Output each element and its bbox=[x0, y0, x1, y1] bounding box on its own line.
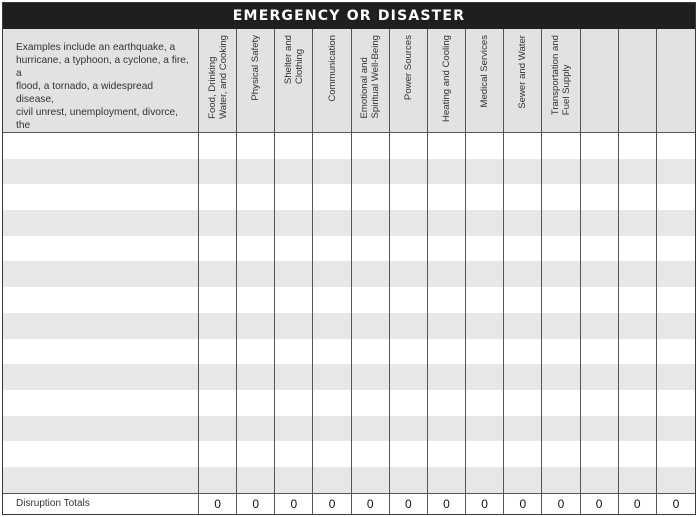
disruption-total-7: 0 bbox=[428, 493, 466, 514]
table-cell[interactable] bbox=[352, 261, 390, 287]
table-cell[interactable] bbox=[466, 339, 504, 365]
column-header-12 bbox=[619, 29, 657, 133]
table-cell[interactable] bbox=[428, 133, 466, 159]
table-cell[interactable] bbox=[428, 287, 466, 313]
column-header-5 bbox=[352, 29, 390, 133]
column-header-label: Food, Drinking Water, and Cooking bbox=[206, 35, 229, 119]
table-cell[interactable] bbox=[619, 390, 657, 416]
table-cell[interactable] bbox=[390, 159, 428, 185]
table-cell[interactable] bbox=[275, 339, 313, 365]
table-cell[interactable] bbox=[619, 236, 657, 262]
table-cell[interactable] bbox=[352, 339, 390, 365]
table-cell[interactable] bbox=[313, 441, 351, 467]
table-cell[interactable] bbox=[657, 339, 695, 365]
table-cell[interactable] bbox=[313, 313, 351, 339]
table-cell[interactable] bbox=[581, 416, 619, 442]
disruption-total-2: 0 bbox=[237, 493, 275, 514]
table-cell[interactable] bbox=[657, 441, 695, 467]
table-cell[interactable] bbox=[390, 133, 428, 159]
worksheet-grid bbox=[3, 29, 695, 514]
table-cell[interactable] bbox=[390, 261, 428, 287]
table-cell[interactable] bbox=[352, 313, 390, 339]
table-cell[interactable] bbox=[619, 441, 657, 467]
column-header-10 bbox=[542, 29, 580, 133]
table-cell[interactable] bbox=[466, 390, 504, 416]
table-cell[interactable] bbox=[619, 313, 657, 339]
table-cell[interactable] bbox=[581, 287, 619, 313]
table-cell[interactable] bbox=[237, 133, 275, 159]
table-cell[interactable] bbox=[542, 210, 580, 236]
table-cell[interactable] bbox=[428, 364, 466, 390]
disruption-total-9: 0 bbox=[504, 493, 542, 514]
table-cell[interactable] bbox=[352, 210, 390, 236]
table-cell[interactable] bbox=[352, 416, 390, 442]
table-cell[interactable] bbox=[619, 467, 657, 493]
table-cell[interactable] bbox=[619, 184, 657, 210]
table-cell[interactable] bbox=[581, 364, 619, 390]
table-cell[interactable] bbox=[390, 210, 428, 236]
table-cell[interactable] bbox=[428, 390, 466, 416]
table-cell[interactable] bbox=[542, 159, 580, 185]
table-cell[interactable] bbox=[199, 364, 237, 390]
column-header-label: Communication bbox=[326, 35, 338, 102]
table-cell[interactable] bbox=[275, 133, 313, 159]
table-cell[interactable] bbox=[466, 159, 504, 185]
table-cell[interactable] bbox=[199, 184, 237, 210]
table-cell[interactable] bbox=[313, 236, 351, 262]
table-cell[interactable] bbox=[275, 261, 313, 287]
row-label-cell[interactable] bbox=[3, 261, 199, 287]
table-cell[interactable] bbox=[199, 287, 237, 313]
table-cell[interactable] bbox=[504, 313, 542, 339]
table-cell[interactable] bbox=[581, 339, 619, 365]
table-cell[interactable] bbox=[390, 184, 428, 210]
table-cell[interactable] bbox=[237, 390, 275, 416]
table-cell[interactable] bbox=[428, 441, 466, 467]
table-cell[interactable] bbox=[504, 416, 542, 442]
table-cell[interactable] bbox=[466, 364, 504, 390]
disruption-total-3: 0 bbox=[275, 493, 313, 514]
row-label-cell[interactable] bbox=[3, 441, 199, 467]
table-cell[interactable] bbox=[313, 287, 351, 313]
table-cell[interactable] bbox=[542, 416, 580, 442]
table-cell[interactable] bbox=[313, 467, 351, 493]
column-header-1 bbox=[199, 29, 237, 133]
table-cell[interactable] bbox=[657, 467, 695, 493]
description-cell bbox=[3, 29, 199, 133]
table-cell[interactable] bbox=[313, 159, 351, 185]
table-cell[interactable] bbox=[657, 313, 695, 339]
table-cell[interactable] bbox=[199, 261, 237, 287]
table-cell[interactable] bbox=[352, 390, 390, 416]
column-header-2 bbox=[237, 29, 275, 133]
table-cell[interactable] bbox=[313, 261, 351, 287]
table-cell[interactable] bbox=[275, 210, 313, 236]
table-cell[interactable] bbox=[657, 364, 695, 390]
table-cell[interactable] bbox=[466, 261, 504, 287]
table-cell[interactable] bbox=[275, 184, 313, 210]
table-cell[interactable] bbox=[542, 390, 580, 416]
row-label-cell[interactable] bbox=[3, 416, 199, 442]
table-cell[interactable] bbox=[428, 159, 466, 185]
table-cell[interactable] bbox=[504, 441, 542, 467]
table-cell[interactable] bbox=[542, 467, 580, 493]
column-header-label: Emotional and Spiritual Well-Being bbox=[359, 35, 382, 119]
table-cell[interactable] bbox=[581, 390, 619, 416]
column-header-label: Sewer and Water bbox=[517, 35, 529, 109]
table-cell[interactable] bbox=[352, 133, 390, 159]
table-cell[interactable] bbox=[237, 184, 275, 210]
column-header-4 bbox=[313, 29, 351, 133]
table-cell[interactable] bbox=[542, 339, 580, 365]
table-cell[interactable] bbox=[657, 159, 695, 185]
table-cell[interactable] bbox=[352, 159, 390, 185]
table-cell[interactable] bbox=[275, 313, 313, 339]
disaster-worksheet bbox=[2, 2, 696, 515]
description-line-1: Examples include an earthquake, a bbox=[16, 42, 176, 53]
table-cell[interactable] bbox=[504, 236, 542, 262]
table-cell[interactable] bbox=[619, 159, 657, 185]
table-cell[interactable] bbox=[619, 287, 657, 313]
table-cell[interactable] bbox=[237, 236, 275, 262]
table-cell[interactable] bbox=[504, 364, 542, 390]
table-cell[interactable] bbox=[275, 287, 313, 313]
row-label-cell[interactable] bbox=[3, 364, 199, 390]
table-cell[interactable] bbox=[313, 210, 351, 236]
column-header-3 bbox=[275, 29, 313, 133]
table-cell[interactable] bbox=[542, 441, 580, 467]
table-cell[interactable] bbox=[542, 261, 580, 287]
table-cell[interactable] bbox=[619, 339, 657, 365]
table-cell[interactable] bbox=[466, 416, 504, 442]
table-cell[interactable] bbox=[352, 364, 390, 390]
table-cell[interactable] bbox=[313, 364, 351, 390]
table-cell[interactable] bbox=[466, 236, 504, 262]
table-cell[interactable] bbox=[237, 441, 275, 467]
table-cell[interactable] bbox=[619, 210, 657, 236]
disruption-total-5: 0 bbox=[352, 493, 390, 514]
column-header-11 bbox=[581, 29, 619, 133]
table-cell[interactable] bbox=[504, 261, 542, 287]
table-cell[interactable] bbox=[581, 467, 619, 493]
table-cell[interactable] bbox=[542, 184, 580, 210]
table-cell[interactable] bbox=[504, 339, 542, 365]
table-cell[interactable] bbox=[275, 416, 313, 442]
worksheet-title: EMERGENCY OR DISASTER bbox=[3, 3, 695, 29]
table-cell[interactable] bbox=[504, 390, 542, 416]
table-cell[interactable] bbox=[199, 390, 237, 416]
table-cell[interactable] bbox=[619, 133, 657, 159]
disruption-totals-label: Disruption Totals bbox=[3, 493, 199, 514]
table-cell[interactable] bbox=[466, 441, 504, 467]
row-label-cell[interactable] bbox=[3, 133, 199, 159]
column-header-label: Power Sources bbox=[402, 35, 414, 101]
table-cell[interactable] bbox=[199, 441, 237, 467]
table-cell[interactable] bbox=[390, 287, 428, 313]
table-cell[interactable] bbox=[390, 339, 428, 365]
table-cell[interactable] bbox=[619, 416, 657, 442]
table-cell[interactable] bbox=[428, 339, 466, 365]
row-label-cell[interactable] bbox=[3, 287, 199, 313]
table-cell[interactable] bbox=[581, 210, 619, 236]
table-cell[interactable] bbox=[199, 313, 237, 339]
row-label-cell[interactable] bbox=[3, 339, 199, 365]
table-cell[interactable] bbox=[581, 159, 619, 185]
table-cell[interactable] bbox=[504, 133, 542, 159]
table-cell[interactable] bbox=[581, 184, 619, 210]
table-cell[interactable] bbox=[428, 261, 466, 287]
table-cell[interactable] bbox=[199, 339, 237, 365]
table-cell[interactable] bbox=[657, 133, 695, 159]
disruption-total-4: 0 bbox=[313, 493, 351, 514]
table-cell[interactable] bbox=[504, 159, 542, 185]
column-header-label: Physical Safety bbox=[250, 35, 262, 101]
column-header-label: Heating and Cooling bbox=[440, 35, 452, 122]
row-label-cell[interactable] bbox=[3, 210, 199, 236]
description-line-2: hurricane, a typhoon, a cyclone, a fire, a bbox=[16, 55, 189, 79]
disruption-total-6: 0 bbox=[390, 493, 428, 514]
disruption-total-13: 0 bbox=[657, 493, 695, 514]
table-cell[interactable] bbox=[275, 236, 313, 262]
table-cell[interactable] bbox=[466, 210, 504, 236]
table-cell[interactable] bbox=[199, 416, 237, 442]
table-cell[interactable] bbox=[657, 184, 695, 210]
table-cell[interactable] bbox=[352, 467, 390, 493]
table-cell[interactable] bbox=[275, 364, 313, 390]
table-cell[interactable] bbox=[352, 236, 390, 262]
table-cell[interactable] bbox=[657, 236, 695, 262]
table-cell[interactable] bbox=[466, 133, 504, 159]
table-cell[interactable] bbox=[581, 313, 619, 339]
description-line-3: flood, a tornado, a widespread disease, bbox=[16, 81, 154, 105]
column-header-label: Transportation and Fuel Supply bbox=[549, 35, 572, 116]
table-cell[interactable] bbox=[199, 133, 237, 159]
table-cell[interactable] bbox=[199, 467, 237, 493]
table-cell[interactable] bbox=[390, 313, 428, 339]
column-header-13 bbox=[657, 29, 695, 133]
table-cell[interactable] bbox=[657, 261, 695, 287]
table-cell[interactable] bbox=[657, 416, 695, 442]
table-cell[interactable] bbox=[428, 236, 466, 262]
column-header-8 bbox=[466, 29, 504, 133]
table-cell[interactable] bbox=[352, 287, 390, 313]
disruption-total-8: 0 bbox=[466, 493, 504, 514]
table-cell[interactable] bbox=[237, 287, 275, 313]
table-cell[interactable] bbox=[428, 313, 466, 339]
table-cell[interactable] bbox=[237, 261, 275, 287]
table-cell[interactable] bbox=[390, 390, 428, 416]
table-cell[interactable] bbox=[313, 184, 351, 210]
table-cell[interactable] bbox=[466, 184, 504, 210]
table-cell[interactable] bbox=[237, 339, 275, 365]
table-cell[interactable] bbox=[581, 133, 619, 159]
table-cell[interactable] bbox=[237, 416, 275, 442]
table-cell[interactable] bbox=[542, 313, 580, 339]
table-cell[interactable] bbox=[313, 133, 351, 159]
table-cell[interactable] bbox=[504, 210, 542, 236]
table-cell[interactable] bbox=[504, 287, 542, 313]
table-cell[interactable] bbox=[657, 390, 695, 416]
table-cell[interactable] bbox=[542, 133, 580, 159]
table-cell[interactable] bbox=[390, 467, 428, 493]
column-header-label: Shelter and Clothing bbox=[282, 35, 305, 85]
disruption-total-11: 0 bbox=[581, 493, 619, 514]
row-label-cell[interactable] bbox=[3, 236, 199, 262]
table-cell[interactable] bbox=[352, 441, 390, 467]
row-label-cell[interactable] bbox=[3, 159, 199, 185]
table-cell[interactable] bbox=[237, 467, 275, 493]
table-cell[interactable] bbox=[275, 467, 313, 493]
table-cell[interactable] bbox=[313, 416, 351, 442]
disruption-total-10: 0 bbox=[542, 493, 580, 514]
table-cell[interactable] bbox=[428, 467, 466, 493]
table-cell[interactable] bbox=[466, 467, 504, 493]
table-cell[interactable] bbox=[313, 339, 351, 365]
table-cell[interactable] bbox=[428, 416, 466, 442]
table-cell[interactable] bbox=[542, 236, 580, 262]
table-cell[interactable] bbox=[581, 261, 619, 287]
table-cell[interactable] bbox=[657, 210, 695, 236]
table-cell[interactable] bbox=[581, 441, 619, 467]
table-cell[interactable] bbox=[237, 313, 275, 339]
table-cell[interactable] bbox=[504, 184, 542, 210]
column-header-7 bbox=[428, 29, 466, 133]
table-cell[interactable] bbox=[542, 364, 580, 390]
row-label-cell[interactable] bbox=[3, 184, 199, 210]
column-header-label: Medical Services bbox=[479, 35, 491, 108]
table-cell[interactable] bbox=[199, 210, 237, 236]
column-header-9 bbox=[504, 29, 542, 133]
table-cell[interactable] bbox=[581, 236, 619, 262]
description-line-4: civil unrest, unemployment, divorce, the bbox=[16, 107, 178, 131]
table-cell[interactable] bbox=[466, 313, 504, 339]
table-cell[interactable] bbox=[428, 210, 466, 236]
table-cell[interactable] bbox=[237, 159, 275, 185]
table-cell[interactable] bbox=[390, 416, 428, 442]
table-cell[interactable] bbox=[390, 441, 428, 467]
disruption-total-12: 0 bbox=[619, 493, 657, 514]
table-cell[interactable] bbox=[542, 287, 580, 313]
table-cell[interactable] bbox=[390, 236, 428, 262]
table-cell[interactable] bbox=[275, 441, 313, 467]
table-cell[interactable] bbox=[390, 364, 428, 390]
column-header-6 bbox=[390, 29, 428, 133]
row-label-cell[interactable] bbox=[3, 467, 199, 493]
table-cell[interactable] bbox=[504, 467, 542, 493]
table-cell[interactable] bbox=[619, 364, 657, 390]
table-cell[interactable] bbox=[352, 184, 390, 210]
table-cell[interactable] bbox=[428, 184, 466, 210]
table-cell[interactable] bbox=[237, 364, 275, 390]
row-label-cell[interactable] bbox=[3, 313, 199, 339]
table-cell[interactable] bbox=[275, 390, 313, 416]
disruption-total-1: 0 bbox=[199, 493, 237, 514]
table-cell[interactable] bbox=[199, 159, 237, 185]
table-cell[interactable] bbox=[275, 159, 313, 185]
table-cell[interactable] bbox=[657, 287, 695, 313]
table-cell[interactable] bbox=[466, 287, 504, 313]
table-cell[interactable] bbox=[199, 236, 237, 262]
table-cell[interactable] bbox=[619, 261, 657, 287]
row-label-cell[interactable] bbox=[3, 390, 199, 416]
table-cell[interactable] bbox=[237, 210, 275, 236]
table-cell[interactable] bbox=[313, 390, 351, 416]
